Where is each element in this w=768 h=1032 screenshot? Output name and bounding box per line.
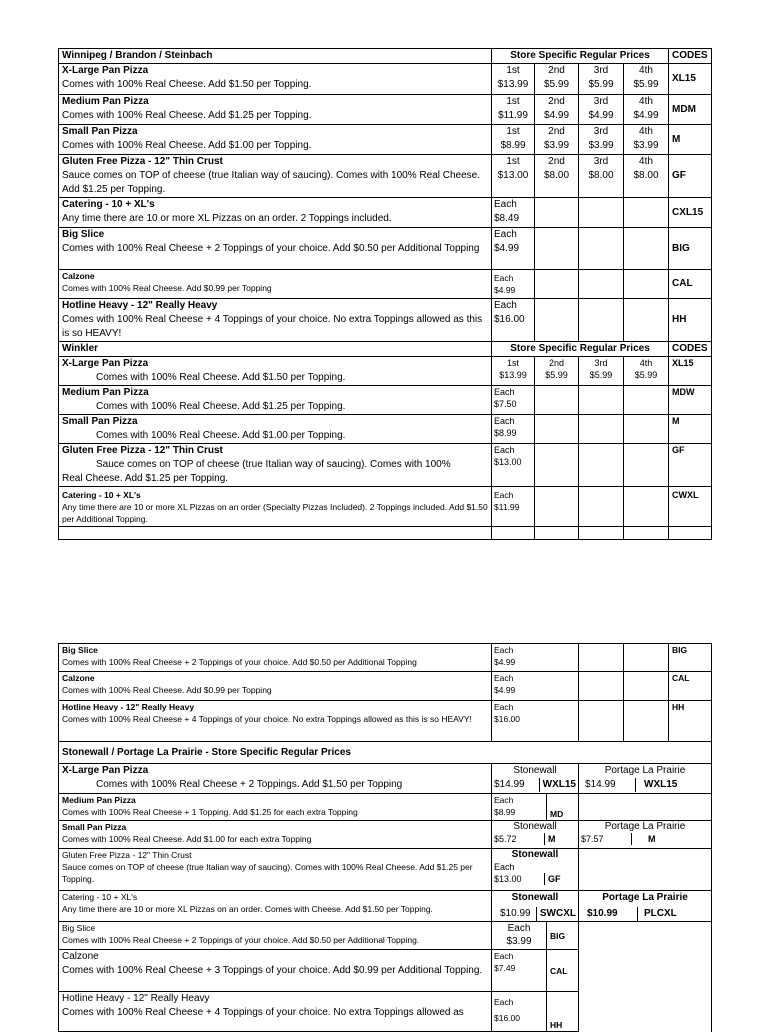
item-name: Calzone (62, 673, 95, 683)
item-name: Small Pan Pizza (62, 416, 138, 427)
price: $13.00 (494, 873, 545, 885)
price: $16.00 (494, 1013, 520, 1023)
item-code: GF (669, 155, 712, 198)
rank-label: 1st (506, 156, 520, 167)
price: $8.99 (494, 428, 517, 438)
item-code: MDM (669, 95, 712, 125)
price: $8.00 (588, 170, 614, 181)
each-label: Each (494, 229, 517, 240)
table-row (59, 444, 712, 487)
table-row (59, 701, 712, 742)
rank-label: 3rd (594, 358, 608, 368)
item-name: Gluten Free Pizza - 12" Thin Crust (62, 850, 192, 860)
each-label: Each (494, 387, 515, 397)
store-label-stonewall: Stonewall (511, 892, 559, 903)
price: $8.99 (500, 140, 526, 151)
price: $4.99 (633, 110, 659, 121)
item-name: Catering - 10 + XL's (62, 490, 141, 500)
each-label: Each (494, 795, 514, 805)
each-label: Each (494, 862, 515, 872)
price: $13.00 (494, 457, 522, 467)
item-code: MDW (669, 386, 712, 415)
item-name: Big Slice (62, 645, 98, 655)
item-code: M (648, 834, 656, 844)
item-desc: Comes with 100% Real Cheese. Add $1.50 per Topping. (96, 372, 346, 383)
item-name: Catering - 10 + XL's (62, 199, 155, 210)
rank-label: 1st (506, 358, 519, 368)
table-row (59, 270, 712, 299)
price: $14.99 (494, 778, 540, 792)
price: $16.00 (494, 714, 520, 724)
store-label-stonewall: Stonewall (513, 765, 557, 776)
item-name: Big Slice (62, 229, 105, 240)
store-label-stonewall: Stonewall (513, 821, 557, 832)
price: $3.99 (633, 140, 659, 151)
item-desc: Comes with 100% Real Cheese. Add $0.99 per Topping (62, 685, 272, 695)
item-name: Calzone (62, 951, 99, 962)
item-desc: Any time there are 10 or more XL Pizzas on an order. Comes with Cheese. Add $1.50 per Topping. (62, 904, 433, 914)
price: $4.99 (543, 110, 570, 121)
price: $11.99 (498, 110, 528, 121)
price: $5.99 (589, 370, 613, 380)
item-name: Hotline Heavy - 12" Really Heavy (62, 702, 195, 712)
prices-header: Store Specific Regular Prices (492, 342, 669, 357)
item-code: SWCXL (539, 908, 576, 919)
item-name: X-Large Pan Pizza (62, 358, 149, 369)
price: $5.99 (588, 79, 614, 90)
item-code: M (669, 415, 712, 444)
table-row (59, 357, 712, 386)
table-row (59, 198, 712, 228)
item-code: CXL15 (669, 198, 712, 228)
item-desc: Comes with 100% Real Cheese + 3 Toppings of your choice. Add $0.99 per Additional Topping. (62, 965, 483, 976)
price: $16.00 (494, 314, 525, 325)
item-code: GF (548, 874, 561, 884)
item-code: CAL (669, 270, 712, 299)
rank-label: 4th (639, 156, 653, 167)
rank-label: 4th (639, 96, 653, 107)
item-code: XL15 (669, 64, 712, 95)
rank-label: 1st (506, 126, 520, 137)
rank-label: 4th (639, 126, 653, 137)
price: $4.99 (588, 110, 614, 121)
rank-label: 1st (506, 96, 520, 107)
item-code: XL15 (669, 357, 712, 386)
item-desc-cont: Real Cheese. Add $1.25 per Topping. (62, 473, 229, 484)
rank-label: 1st (506, 65, 520, 76)
table-row (59, 764, 712, 794)
price: $5.99 (545, 370, 568, 380)
store-label-portage: Portage La Prairie (604, 765, 686, 776)
item-code: WXL15 (644, 779, 678, 790)
item-code: M (548, 834, 556, 844)
item-desc: Comes with 100% Real Cheese + 2 Toppings of your choice. Add $0.50 per Additional Topping (62, 657, 417, 667)
item-name: Calzone (62, 271, 95, 281)
item-desc: Any time there are 10 or more XL Pizzas on an order (Specialty Pizzas Included). 2 Toppings included. Add $1.50 per Additional Topping. (62, 502, 488, 524)
each-label: Each (494, 490, 514, 500)
item-name: X-Large Pan Pizza (62, 65, 149, 76)
item-desc: Comes with 100% Real Cheese + 1 Topping. Add $1.25 for each extra Topping (62, 807, 358, 817)
item-code: BIG (669, 644, 712, 672)
table-row (59, 155, 712, 198)
price: $7.50 (494, 399, 517, 409)
item-name: Gluten Free Pizza - 12" Thin Crust (62, 445, 223, 456)
price: $5.99 (543, 79, 570, 90)
rank-label: 3rd (593, 156, 609, 167)
item-desc: Comes with 100% Real Cheese + 2 Toppings of your choice. Add $0.50 per Additional Topping (62, 243, 480, 254)
store-label-portage: Portage La Prairie (602, 892, 688, 903)
item-desc: Sauce comes on TOP of cheese (true Italian way of saucing). Comes with 100% Real Cheese. Add $1.25 per Topping. (62, 170, 480, 195)
price: $4.99 (494, 657, 516, 667)
each-label: Each (494, 445, 515, 455)
price: $4.99 (494, 285, 516, 295)
item-name: Medium Pan Pizza (62, 387, 149, 398)
item-desc: Comes with 100% Real Cheese. Add $1.25 per Topping. (96, 401, 346, 412)
item-code: HH (669, 299, 712, 342)
rank-label: 3rd (593, 65, 609, 76)
item-name: X-Large Pan Pizza (62, 765, 149, 776)
each-label: Each (494, 997, 514, 1007)
item-code: GF (669, 444, 712, 487)
prices-header: Store Specific Regular Prices (492, 49, 669, 64)
item-desc: Comes with 100% Real Cheese + 4 Toppings of your choice. No extra Toppings allowed as this is so HEAVY! (62, 314, 483, 339)
each-label: Each (494, 645, 514, 655)
table-row (59, 95, 712, 125)
codes-header: CODES (669, 342, 712, 357)
item-name: Medium Pan Pizza (62, 795, 136, 805)
item-name: Medium Pan Pizza (62, 96, 149, 107)
price: $10.99 (581, 907, 638, 921)
rank-label: 4th (639, 358, 653, 368)
price: $5.72 (494, 833, 545, 845)
price: $8.00 (543, 170, 570, 181)
table-row (59, 415, 712, 444)
item-name: Small Pan Pizza (62, 822, 127, 832)
price: $3.99 (543, 140, 570, 151)
table-row (59, 922, 712, 950)
rank-label: 3rd (593, 126, 609, 137)
rank-label: 2nd (548, 65, 565, 76)
item-desc: Comes with 100% Real Cheese. Add $1.00 for each extra Topping (62, 834, 312, 844)
section-title: Stonewall / Portage La Prairie - Store Specific Regular Prices (59, 742, 712, 764)
each-label: Each (494, 199, 517, 210)
price: $8.99 (494, 807, 516, 817)
item-code: BIG (547, 922, 579, 950)
item-code: HH (669, 701, 712, 742)
item-code: CAL (547, 950, 579, 992)
price: $14.99 (581, 778, 636, 792)
store-label-portage: Portage La Prairie (604, 821, 686, 832)
price: $13.99 (497, 79, 529, 90)
table-row (59, 849, 712, 891)
item-code: MD (547, 794, 579, 821)
region-title: Winnipeg / Brandon / Steinbach (59, 49, 492, 64)
table-row (59, 299, 712, 342)
item-name: Small Pan Pizza (62, 126, 138, 137)
item-desc: Comes with 100% Real Cheese + 2 Toppings. Add $1.50 per Topping (96, 779, 403, 790)
table-row (59, 672, 712, 701)
price: $5.99 (634, 370, 658, 380)
rank-label: 4th (639, 65, 653, 76)
price: $11.99 (494, 502, 520, 512)
item-code: BIG (669, 228, 712, 270)
price: $13.99 (499, 370, 527, 380)
item-desc: Comes with 100% Real Cheese. Add $1.50 per Topping. (62, 79, 312, 90)
price: $10.99 (494, 907, 537, 921)
store-label-stonewall: Stonewall (511, 849, 559, 860)
item-code: M (669, 125, 712, 155)
item-name: Big Slice (62, 923, 96, 933)
price: $4.99 (494, 685, 516, 695)
price: $7.57 (581, 833, 632, 845)
rank-label: 2nd (548, 96, 565, 107)
table-row (59, 487, 712, 527)
price: $3.99 (588, 140, 614, 151)
each-label: Each (507, 923, 531, 934)
item-code: WXL15 (542, 779, 576, 790)
item-name: Gluten Free Pizza - 12" Thin Crust (62, 156, 223, 167)
item-desc: Comes with 100% Real Cheese + 2 Toppings of your choice. Add $0.50 per Additional Topping. (62, 935, 420, 945)
item-code: CWXL (669, 487, 712, 527)
table-row (59, 64, 712, 95)
stonewall-portage-price-table (58, 643, 712, 1032)
price: $3.99 (506, 936, 532, 947)
item-name: Catering - 10 + XL's (62, 892, 138, 902)
item-code: HH (547, 992, 579, 1032)
table-row (59, 644, 712, 672)
table-row (59, 386, 712, 415)
each-label: Each (494, 673, 514, 683)
item-code: CAL (669, 672, 712, 701)
winnipeg-price-table (58, 48, 712, 540)
table-row (59, 794, 712, 821)
item-desc: Comes with 100% Real Cheese. Add $1.25 per Topping. (62, 110, 312, 121)
codes-header: CODES (669, 49, 712, 64)
each-label: Each (494, 702, 514, 712)
price: $7.49 (494, 963, 516, 973)
price: $8.00 (633, 170, 659, 181)
item-desc: Comes with 100% Real Cheese. Add $0.99 per Topping (62, 283, 272, 293)
item-desc: Sauce comes on TOP of cheese (true Italian way of saucing). Comes with 100% (96, 459, 451, 470)
table-row (59, 125, 712, 155)
each-label: Each (494, 951, 514, 961)
table-row (59, 992, 712, 1032)
item-desc: Sauce comes on TOP of cheese (true Italian way of saucing). Comes with 100% Real Cheese. Add $1.25 per Topping. (62, 862, 473, 884)
rank-label: 2nd (548, 358, 565, 368)
region-title: Winkler (59, 342, 492, 357)
item-desc: Any time there are 10 or more XL Pizzas on an order. 2 Toppings included. (62, 213, 392, 224)
item-code: PLCXL (644, 908, 677, 919)
item-desc: Comes with 100% Real Cheese + 4 Toppings of your choice. No extra Toppings allowed as (62, 1007, 464, 1018)
table-row (59, 950, 712, 992)
table-row (59, 228, 712, 270)
each-label: Each (494, 273, 514, 283)
price: $8.49 (494, 213, 520, 224)
item-desc: Comes with 100% Real Cheese + 4 Toppings of your choice. No extra Toppings allowed as this is so HEAVY! (62, 714, 472, 724)
each-label: Each (494, 300, 517, 311)
price: $5.99 (633, 79, 659, 90)
item-name: Hotline Heavy - 12" Really Heavy (62, 993, 210, 1004)
table-row (59, 821, 712, 849)
each-label: Each (494, 416, 515, 426)
price: $13.00 (497, 170, 529, 181)
price: $4.99 (494, 243, 520, 254)
item-name: Hotline Heavy - 12" Really Heavy (62, 300, 218, 311)
item-desc: Comes with 100% Real Cheese. Add $1.00 per Topping. (96, 430, 346, 441)
rank-label: 2nd (548, 126, 565, 137)
item-desc: Comes with 100% Real Cheese. Add $1.00 per Topping. (62, 140, 312, 151)
rank-label: 2nd (548, 156, 565, 167)
table-row (59, 891, 712, 922)
rank-label: 3rd (593, 96, 609, 107)
